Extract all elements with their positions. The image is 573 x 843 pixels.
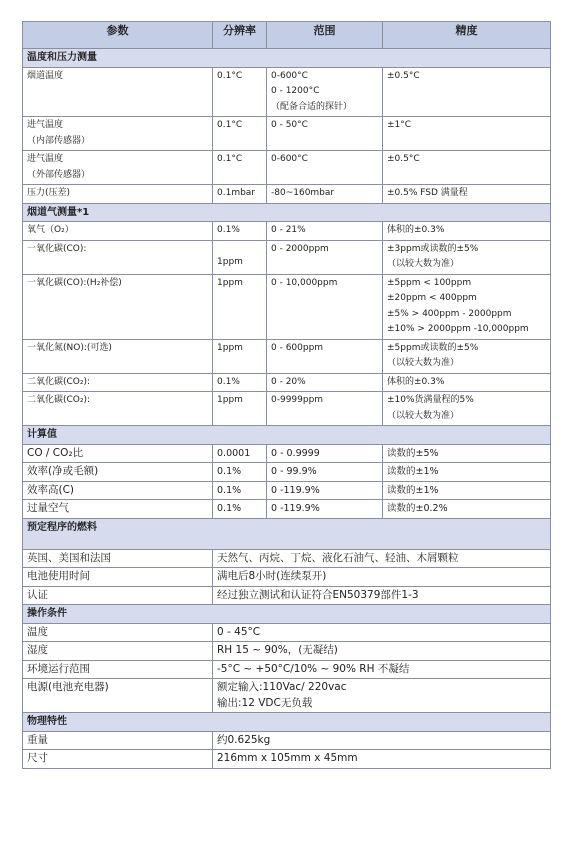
range-cell: 0 -119.9% <box>267 500 383 519</box>
param-text: （外部传感器） <box>27 169 91 180</box>
table-row <box>23 240 551 274</box>
range-cell <box>267 392 383 426</box>
table-row <box>23 444 551 463</box>
param-text: 二氧化碳(CO₂): <box>27 376 91 387</box>
accuracy-cell <box>383 151 551 185</box>
value-cell <box>213 660 551 679</box>
table-row <box>23 117 551 151</box>
range-cell: 0 - 0.9999 <box>267 444 383 463</box>
accuracy-cell <box>383 392 551 426</box>
value-cell: 经过独立测试和认证符合EN50379部件1-3 <box>213 586 551 605</box>
range-text: 0 - 1200°C <box>271 86 320 96</box>
param-text: （内部传感器） <box>27 135 91 146</box>
accuracy-cell <box>383 222 551 241</box>
range-text: 0-600°C <box>271 70 308 81</box>
range-cell <box>267 185 383 204</box>
table-row <box>23 660 551 679</box>
param-cell: 温度 <box>23 623 213 642</box>
param-cell <box>23 274 213 339</box>
range-text: 0 - 600ppm <box>271 342 324 353</box>
section-flue-gas: 烟道气测量*1 <box>23 203 551 222</box>
param-cell: 英国、美国和法国 <box>23 549 213 568</box>
table-row <box>23 500 551 519</box>
param-cell <box>23 339 213 373</box>
range-text: 0 - 21% <box>271 225 306 235</box>
value-text: -5°C ~ +50°C/10% ~ 90% RH 不凝结 <box>217 662 410 675</box>
param-text: 压力(压差) <box>27 188 71 198</box>
resolution-cell: 0.1% <box>213 500 267 519</box>
value-cell: 216mm x 105mm x 45mm <box>213 750 551 769</box>
table-row <box>23 481 551 500</box>
accuracy-text: ±5% > 400ppm - 2000ppm <box>387 308 512 319</box>
range-cell <box>267 151 383 185</box>
resolution-cell: 0.0001 <box>213 444 267 463</box>
table-row <box>23 549 551 568</box>
table-row <box>23 151 551 185</box>
param-cell: 重量 <box>23 731 213 750</box>
param-cell: 尺寸 <box>23 750 213 769</box>
value-cell <box>213 623 551 642</box>
range-cell <box>267 373 383 392</box>
value-cell: 满电后8小时(连续泵开) <box>213 568 551 587</box>
accuracy-text: （以较大数为准） <box>387 259 460 269</box>
accuracy-cell <box>383 274 551 339</box>
value-cell <box>213 679 551 713</box>
accuracy-text: （以较大数为准） <box>387 410 460 421</box>
table-row <box>23 568 551 587</box>
accuracy-text: ±10%货满量程的5% <box>387 395 474 405</box>
resolution-cell: 0.1% <box>213 463 267 482</box>
param-cell: 湿度 <box>23 642 213 661</box>
resolution-cell: 0.1mbar <box>213 185 267 204</box>
range-text: 0 - 20% <box>271 376 306 387</box>
accuracy-cell <box>383 339 551 373</box>
header-param: 参数 <box>23 22 213 49</box>
param-cell: 过量空气 <box>23 500 213 519</box>
value-cell: 天然气、丙烷、丁烷、液化石油气、轻油、木屑颗粒 <box>213 549 551 568</box>
accuracy-cell: 读数的±0.2% <box>383 500 551 519</box>
param-cell: 效率(净或毛额) <box>23 463 213 482</box>
section-temp-pressure: 温度和压力测量 <box>23 49 551 68</box>
header-accuracy: 精度 <box>383 22 551 49</box>
param-text: 烟道温度 <box>27 70 64 81</box>
param-cell <box>23 117 213 151</box>
param-text: 一氧化氮(NO):(可选) <box>27 342 112 353</box>
range-text: 0 - 10,000ppm <box>271 277 338 288</box>
accuracy-text: ±3ppm或读数的±5% <box>387 243 479 254</box>
table-row <box>23 623 551 642</box>
spec-table <box>22 21 551 769</box>
table-row <box>23 463 551 482</box>
table-row <box>23 731 551 750</box>
table-row <box>23 392 551 426</box>
param-cell: 认证 <box>23 586 213 605</box>
param-cell <box>23 373 213 392</box>
param-cell <box>23 185 213 204</box>
accuracy-text: ±0.5°C <box>387 154 420 164</box>
accuracy-cell <box>383 185 551 204</box>
param-cell: 电源(电池充电器) <box>23 679 213 713</box>
accuracy-cell <box>383 67 551 117</box>
table-row <box>23 750 551 769</box>
param-cell <box>23 67 213 117</box>
table-row <box>23 67 551 117</box>
section-fuels: 预定程序的燃料 <box>23 518 551 549</box>
param-text: 一氧化碳(CO):(H₂补偿) <box>27 277 122 288</box>
accuracy-text: ±20ppm < 400ppm <box>387 293 477 303</box>
value-text: RH 15 ~ 90%，(无凝结) <box>217 644 338 656</box>
range-text: 0-9999ppm <box>271 395 324 405</box>
resolution-cell: 0.1°C <box>213 151 267 185</box>
accuracy-text: ±10% > 2000ppm -10,000ppm <box>387 324 529 334</box>
header-range: 范围 <box>267 22 383 49</box>
accuracy-text: ±0.5% FSD 满量程 <box>387 188 468 198</box>
resolution-cell: 1ppm <box>213 339 267 373</box>
resolution-cell: 1ppm <box>213 274 267 339</box>
param-cell: 效率高(C) <box>23 481 213 500</box>
resolution-cell: 0.1°C <box>213 67 267 117</box>
value-cell <box>213 642 551 661</box>
accuracy-cell: 读数的±1% <box>383 463 551 482</box>
header-row <box>23 22 551 49</box>
param-text: 氧气（O₂） <box>27 225 74 235</box>
section-physical: 物理特性 <box>23 713 551 732</box>
resolution-cell: 0.1% <box>213 481 267 500</box>
accuracy-cell <box>383 373 551 392</box>
table-row <box>23 185 551 204</box>
range-cell: 0 - 99.9% <box>267 463 383 482</box>
accuracy-cell <box>383 117 551 151</box>
accuracy-text: ±0.5°C <box>387 70 420 81</box>
range-cell <box>267 67 383 117</box>
accuracy-text: 体积的±0.3% <box>387 376 445 387</box>
value-text: 输出:12 VDC无负载 <box>217 696 313 709</box>
param-cell <box>23 240 213 274</box>
accuracy-text: ±5ppm < 100ppm <box>387 277 472 288</box>
param-cell <box>23 392 213 426</box>
range-cell <box>267 222 383 241</box>
param-cell: 电池使用时间 <box>23 568 213 587</box>
range-cell: 0 -119.9% <box>267 481 383 500</box>
table-row <box>23 274 551 339</box>
param-cell: CO / CO₂比 <box>23 444 213 463</box>
param-cell <box>23 222 213 241</box>
range-cell <box>267 117 383 151</box>
range-cell <box>267 274 383 339</box>
accuracy-text: ±1°C <box>387 120 412 130</box>
table-row <box>23 222 551 241</box>
accuracy-cell <box>383 240 551 274</box>
resolution-cell: 1ppm <box>213 240 267 274</box>
range-text: -80~160mbar <box>271 188 335 198</box>
value-text: 额定输入:110Vac/ 220vac <box>217 681 347 693</box>
range-cell <box>267 339 383 373</box>
accuracy-text: ±5ppm或读数的±5% <box>387 342 479 353</box>
param-cell: 环境运行范围 <box>23 660 213 679</box>
param-cell <box>23 151 213 185</box>
range-text: （配备合适的探针） <box>271 101 353 112</box>
accuracy-text: 体积的±0.3% <box>387 225 445 235</box>
param-text: 进气温度 <box>27 120 64 130</box>
resolution-cell: 0.1% <box>213 222 267 241</box>
range-cell <box>267 240 383 274</box>
range-text: 0 - 2000ppm <box>271 243 329 254</box>
section-calc: 计算值 <box>23 426 551 445</box>
resolution-cell: 1ppm <box>213 392 267 426</box>
resolution-cell: 0.1°C <box>213 117 267 151</box>
value-text: 0 - 45°C <box>217 625 261 638</box>
table-row <box>23 679 551 713</box>
accuracy-cell: 读数的±1% <box>383 481 551 500</box>
value-cell: 约0.625kg <box>213 731 551 750</box>
resolution-cell: 0.1% <box>213 373 267 392</box>
accuracy-cell: 读数的±5% <box>383 444 551 463</box>
table-row <box>23 339 551 373</box>
param-text: 进气温度 <box>27 154 64 164</box>
range-text: 0-600°C <box>271 154 308 164</box>
table-row <box>23 373 551 392</box>
param-text: 一氧化碳(CO): <box>27 243 87 254</box>
table-row <box>23 586 551 605</box>
section-operating: 操作条件 <box>23 605 551 624</box>
header-resolution: 分辨率 <box>213 22 267 49</box>
range-text: 0 - 50°C <box>271 120 308 130</box>
param-text: 二氧化碳(CO₂): <box>27 395 91 405</box>
accuracy-text: （以较大数为准） <box>387 358 460 368</box>
table-row <box>23 642 551 661</box>
